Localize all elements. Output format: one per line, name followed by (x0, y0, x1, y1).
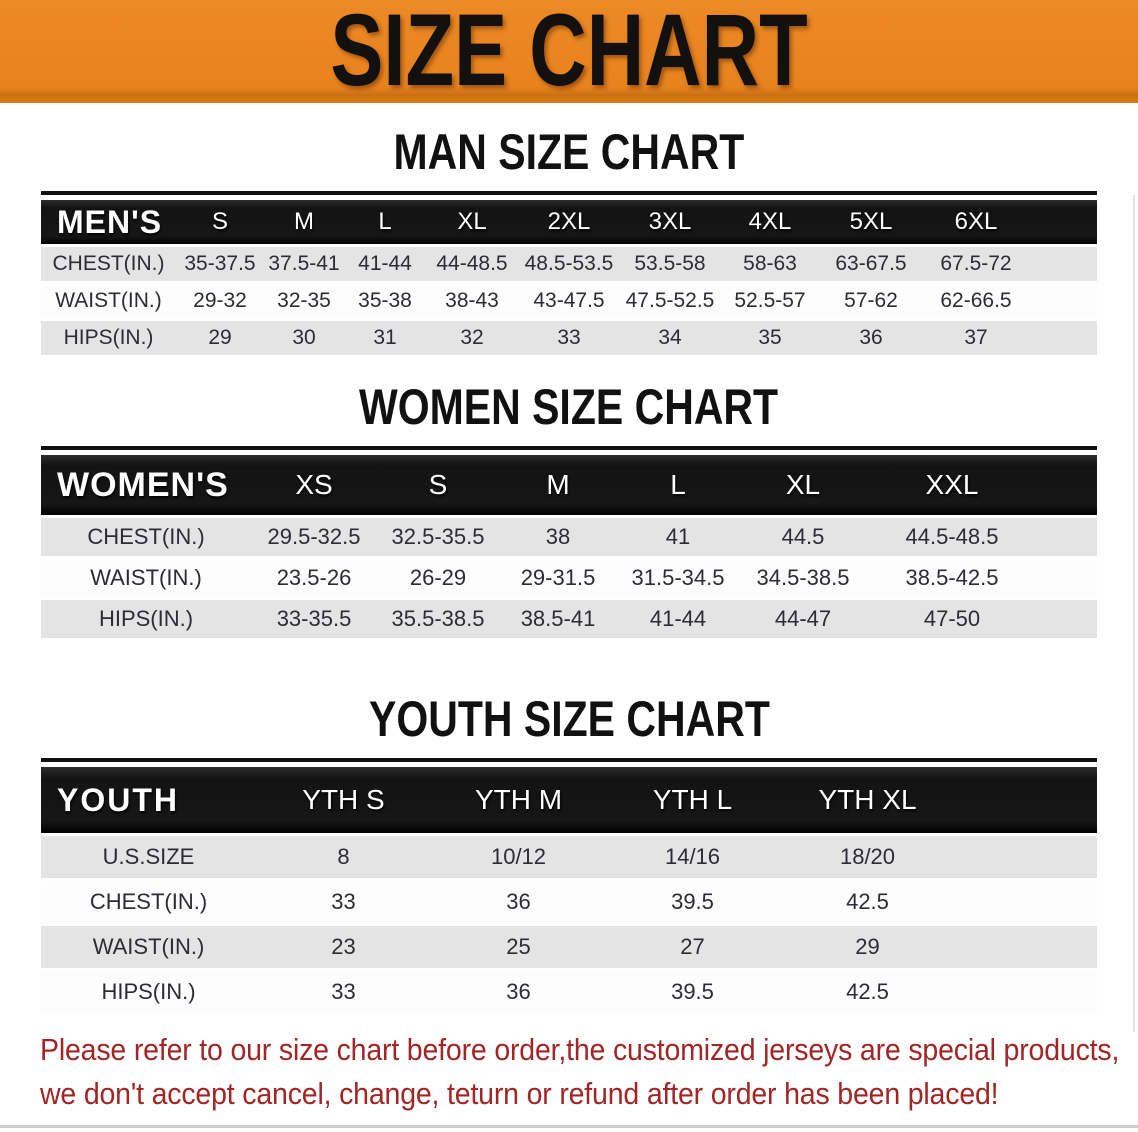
value-cell: 8 (337, 844, 350, 869)
value-cell: 34.5-38.5 (756, 565, 850, 590)
value-cell: 32.5-35.5 (391, 524, 485, 549)
value-cell: 35-37.5 (184, 252, 256, 275)
disclaimer (0, 1028, 1138, 1116)
value-cell: 31.5-34.5 (631, 565, 725, 590)
value-cell: 41-44 (649, 606, 707, 631)
value-cell: 33 (331, 889, 356, 914)
banner-title: SIZE CHART (330, 0, 808, 103)
filler-cell (1037, 455, 1097, 515)
filler-cell (1030, 200, 1097, 244)
value-cell: 29.5-32.5 (267, 524, 361, 549)
value-cell: 41-44 (358, 252, 412, 275)
value-cell: 36 (859, 326, 883, 349)
column-header-cell: L (670, 469, 686, 500)
value-cell: 57-62 (844, 289, 898, 312)
value-cell: 18/20 (839, 844, 896, 869)
value-cell: 35 (758, 326, 782, 349)
column-header-cell: 5XL (849, 208, 893, 235)
value-cell: 33-35.5 (276, 606, 352, 631)
value-cell: 36 (506, 889, 531, 914)
value-cell: 29-32 (193, 289, 247, 312)
column-header-cell: XL (785, 469, 821, 500)
women-section-heading-text: WOMEN SIZE CHART (359, 379, 779, 435)
column-header-cell: YTH XL (818, 784, 917, 815)
value-cell: 58-63 (743, 252, 797, 275)
table-title-cell: YOUTH (57, 781, 179, 818)
table-title-cell: WOMEN'S (57, 465, 229, 504)
filler-cell (1037, 600, 1097, 638)
table-row (41, 881, 1097, 923)
value-cell: 53.5-58 (634, 252, 706, 275)
table-row (41, 518, 1097, 556)
header-row (41, 455, 1097, 515)
value-cell: 35.5-38.5 (391, 606, 485, 631)
value-cell: 42.5 (846, 979, 889, 1004)
row-label-cell: WAIST(IN.) (92, 934, 205, 959)
filler-cell (956, 767, 1097, 833)
value-cell: 29 (855, 934, 880, 959)
value-cell: 34 (658, 326, 682, 349)
filler-cell (1030, 284, 1097, 318)
column-header-cell: M (294, 208, 314, 235)
row-label-cell: HIPS(IN.) (98, 606, 194, 631)
value-cell: 44.5 (781, 524, 825, 549)
value-cell: 29-31.5 (520, 565, 596, 590)
filler-cell (956, 926, 1097, 968)
column-header-cell: 6XL (954, 208, 998, 235)
column-header-cell: 2XL (547, 208, 591, 235)
column-header-cell: YTH M (474, 784, 563, 815)
value-cell: 29 (208, 326, 232, 349)
value-cell: 44-48.5 (436, 252, 508, 275)
filler-cell (956, 971, 1097, 1013)
value-cell: 31 (373, 326, 397, 349)
filler-cell (956, 836, 1097, 878)
size-chart-banner (0, 0, 1138, 103)
value-cell: 33 (331, 979, 356, 1004)
header-row (41, 200, 1097, 244)
value-cell: 42.5 (846, 889, 889, 914)
value-cell: 39.5 (671, 889, 714, 914)
value-cell: 23.5-26 (276, 565, 352, 590)
column-header-cell: YTH S (302, 784, 385, 815)
row-label-cell: HIPS(IN.) (63, 326, 154, 349)
value-cell: 47.5-52.5 (625, 289, 715, 312)
row-label-cell: CHEST(IN.) (87, 524, 205, 549)
table-row (41, 247, 1097, 281)
column-header-cell: S (428, 469, 448, 500)
value-cell: 38.5-41 (520, 606, 596, 631)
value-cell: 30 (292, 326, 316, 349)
bottom-edge-line (0, 1125, 1138, 1128)
table-row (41, 971, 1097, 1013)
value-cell: 63-67.5 (835, 252, 907, 275)
women-section-heading (0, 379, 1138, 435)
women-table-top-rule (41, 446, 1097, 450)
value-cell: 41 (665, 524, 691, 549)
men-table-top-rule (41, 191, 1097, 195)
value-cell: 26-29 (409, 565, 467, 590)
column-header-cell: XL (457, 208, 487, 235)
column-header-cell: S (211, 208, 228, 235)
value-cell: 27 (680, 934, 705, 959)
filler-cell (1030, 321, 1097, 355)
column-header-cell: YTH L (652, 784, 733, 815)
column-header-cell: 4XL (748, 208, 792, 235)
value-cell: 52.5-57 (734, 289, 806, 312)
filler-cell (1037, 518, 1097, 556)
men-section-heading-text: MAN SIZE CHART (393, 124, 745, 180)
men-section-heading (0, 124, 1138, 180)
value-cell: 38.5-42.5 (905, 565, 999, 590)
row-label-cell: U.S.SIZE (102, 844, 195, 869)
value-cell: 62-66.5 (940, 289, 1012, 312)
filler-cell (956, 881, 1097, 923)
table-row (41, 284, 1097, 318)
filler-cell (1030, 247, 1097, 281)
value-cell: 33 (557, 326, 581, 349)
value-cell: 32 (460, 326, 484, 349)
header-row (41, 767, 1097, 833)
value-cell: 32-35 (277, 289, 331, 312)
right-edge-line (1133, 195, 1135, 1032)
table-row (41, 559, 1097, 597)
men-size-table (41, 197, 1097, 358)
column-header-cell: XS (295, 469, 333, 500)
column-header-cell: XXL (925, 469, 979, 500)
value-cell: 25 (506, 934, 531, 959)
value-cell: 14/16 (664, 844, 721, 869)
row-label-cell: HIPS(IN.) (101, 979, 196, 1004)
table-row (41, 926, 1097, 968)
value-cell: 10/12 (490, 844, 547, 869)
table-row (41, 836, 1097, 878)
row-label-cell: CHEST(IN.) (52, 252, 165, 275)
value-cell: 48.5-53.5 (524, 252, 614, 275)
value-cell: 38-43 (445, 289, 499, 312)
row-label-cell: WAIST(IN.) (55, 289, 162, 312)
value-cell: 43-47.5 (533, 289, 605, 312)
column-header-cell: L (378, 208, 392, 235)
youth-section-heading-text: YOUTH SIZE CHART (368, 691, 770, 747)
table-row (41, 321, 1097, 355)
table-row (41, 600, 1097, 638)
column-header-cell: M (546, 469, 570, 500)
value-cell: 44.5-48.5 (905, 524, 999, 549)
row-label-cell: WAIST(IN.) (90, 565, 202, 590)
value-cell: 39.5 (671, 979, 714, 1004)
value-cell: 35-38 (358, 289, 412, 312)
value-cell: 37 (964, 326, 988, 349)
column-header-cell: 3XL (648, 208, 692, 235)
value-cell: 37.5-41 (268, 252, 340, 275)
women-size-table (41, 452, 1097, 641)
youth-section-heading (0, 691, 1138, 747)
value-cell: 38 (545, 524, 571, 549)
disclaimer-line-1: Please refer to our size chart before order,the customized jerseys are special products, (40, 1032, 1120, 1067)
value-cell: 44-47 (774, 606, 832, 631)
value-cell: 23 (331, 934, 356, 959)
youth-size-table (41, 764, 1097, 1016)
youth-table-top-rule (41, 758, 1097, 762)
value-cell: 36 (506, 979, 531, 1004)
table-title-cell: MEN'S (57, 203, 163, 240)
disclaimer-line-2: we don't accept cancel, change, teturn or refund after order has been placed! (40, 1076, 999, 1111)
row-label-cell: CHEST(IN.) (89, 889, 208, 914)
value-cell: 47-50 (923, 606, 981, 631)
filler-cell (1037, 559, 1097, 597)
value-cell: 67.5-72 (940, 252, 1012, 275)
